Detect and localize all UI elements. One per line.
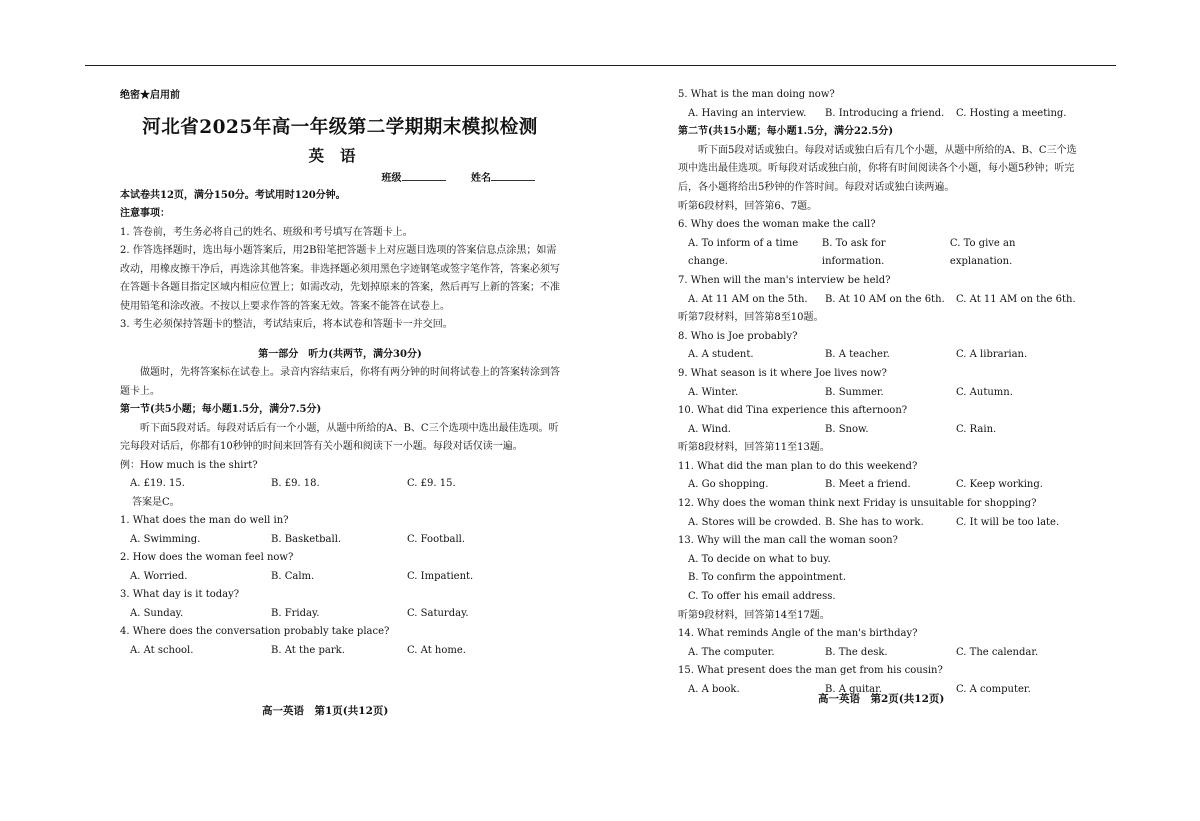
- notes-title: 注意事项：: [120, 208, 170, 219]
- question: 7. When will the man's interview be held?: [678, 274, 891, 286]
- option: A. Swimming.: [130, 533, 201, 545]
- question: 9. What season is it where Joe lives now?: [678, 367, 887, 379]
- page-1: [120, 86, 560, 660]
- example-question: 例：How much is the shirt?: [120, 459, 258, 471]
- question: 6. Why does the woman make the call?: [678, 219, 876, 231]
- option: C. At home.: [407, 644, 466, 656]
- top-rule: [85, 65, 1116, 66]
- option: B. Introducing a friend.: [825, 107, 945, 119]
- material-heading: 听第7段材料，回答第8至10题。: [678, 312, 824, 324]
- question: 14. What reminds Angle of the man's birthday?: [678, 628, 918, 640]
- option: C. To offer his email address.: [688, 591, 836, 603]
- option: C. The calendar.: [956, 646, 1039, 658]
- option: C. Football.: [407, 533, 466, 545]
- option: B. Snow.: [825, 423, 869, 435]
- exam-title: 河北省2025年高一年级第二学期期末模拟检测: [142, 116, 538, 138]
- option: B. Summer.: [825, 386, 884, 398]
- note-item: 1. 答卷前，考生务必将自己的姓名、班级和考号填写在答题卡上。: [120, 226, 413, 238]
- section1-title: 第一节(共5小题；每小题1.5分，满分7.5分): [120, 404, 322, 415]
- option: A. Sunday.: [130, 607, 184, 619]
- option: C. Rain.: [956, 423, 997, 435]
- exam-intro: 本试卷共12页，满分150分。考试用时120分钟。: [120, 189, 346, 201]
- option: B. The desk.: [825, 646, 888, 658]
- option: C. Keep working.: [956, 479, 1043, 491]
- option: B. A teacher.: [825, 349, 890, 361]
- example-options: [120, 475, 560, 494]
- options: [120, 605, 560, 624]
- options: [120, 568, 560, 587]
- option: A. Stores will be crowded.: [688, 516, 822, 528]
- question: 4. Where does the conversation probably take place?: [120, 626, 390, 637]
- option: A. Winter.: [688, 386, 739, 398]
- question: 15. What present does the man get from his cousin?: [678, 665, 943, 677]
- options: [678, 235, 1078, 272]
- option: C. Impatient.: [407, 570, 474, 582]
- option: C. A librarian.: [956, 349, 1028, 361]
- option: A. At 11 AM on the 5th.: [688, 293, 808, 305]
- option: C. Saturday.: [407, 607, 469, 619]
- confidential-label: 绝密★启用前: [120, 90, 180, 101]
- option: C. Autumn.: [956, 386, 1013, 398]
- option: A. The computer.: [688, 646, 775, 658]
- option: B. A guitar.: [825, 684, 882, 695]
- question: 5. What is the man doing now?: [678, 89, 835, 100]
- option: A. Having an interview.: [688, 107, 807, 119]
- material-heading: 听第8段材料，回答第11至13题。: [678, 442, 830, 454]
- option: A. £19. 15.: [130, 478, 185, 489]
- options: [120, 531, 560, 550]
- option: B. £9. 18.: [271, 478, 320, 489]
- options: [120, 642, 560, 661]
- question: 12. Why does the woman think next Friday is unsuitable for shopping?: [678, 498, 1037, 510]
- option: A. Worried.: [130, 570, 188, 582]
- options: [678, 105, 1078, 124]
- option: A. To decide on what to buy.: [688, 553, 831, 565]
- class-blank: [402, 170, 446, 181]
- option: B. Friday.: [271, 607, 320, 619]
- option: A. A book.: [688, 684, 740, 695]
- material-heading: 听第9段材料，回答第14至17题。: [678, 609, 830, 621]
- option: B. Calm.: [271, 570, 315, 582]
- options: [678, 476, 1078, 495]
- material-heading: 听第6段材料，回答第6、7题。: [678, 200, 818, 212]
- section2-title: 第二节(共15小题；每小题1.5分，满分22.5分): [678, 126, 894, 138]
- question: 2. How does the woman feel now?: [120, 552, 294, 563]
- option: A. To inform of a time change.: [688, 237, 799, 268]
- option: B. At 10 AM on the 6th.: [825, 293, 945, 305]
- question: 10. What did Tina experience this afternoon?: [678, 405, 908, 417]
- options: [678, 291, 1078, 310]
- question: 11. What did the man plan to do this weekend?: [678, 460, 918, 472]
- option: C. To give an explanation.: [949, 237, 1016, 268]
- options: [678, 644, 1078, 663]
- option: B. To confirm the appointment.: [688, 572, 847, 584]
- name-label: 姓名: [471, 172, 491, 184]
- option: B. At the park.: [271, 644, 345, 656]
- option: A. Go shopping.: [688, 479, 769, 491]
- question: 3. What day is it today?: [120, 589, 240, 600]
- options: [678, 346, 1078, 365]
- part1-intro: 做题时，先将答案标在试卷上。录音内容结束后，你将有两分钟的时间将试卷上的答案转涂到答题卡上。: [120, 367, 560, 397]
- option: B. Basketball.: [271, 533, 342, 545]
- options: [678, 384, 1078, 403]
- options: [678, 421, 1078, 440]
- option: C. At 11 AM on the 6th.: [956, 293, 1076, 305]
- option: A. At school.: [130, 644, 194, 656]
- name-blank: [491, 170, 535, 181]
- options: [678, 514, 1078, 533]
- note-item: 3. 考生必须保持答题卡的整洁，考试结束后，将本试卷和答题卡一并交回。: [120, 319, 453, 330]
- page-2-footer: 高一英语 第2页(共12页): [818, 693, 945, 705]
- section1-intro: 听下面5段对话。每段对话后有一个小题，从题中所给的A、B、C三个选项中选出最佳选项。听完每段对话后，你都有10秒钟的时间来回答有关小题和阅读下一小题。每段对话仅读一遍。: [120, 422, 559, 452]
- option: C. A computer.: [956, 684, 1031, 695]
- question: 13. Why will the man call the woman soon?: [678, 535, 898, 547]
- part1-title: 第一部分 听力(共两节，满分30分): [258, 348, 422, 360]
- exam-subject: 英语: [308, 145, 372, 165]
- class-label: 班级: [381, 172, 402, 184]
- class-name-row: [120, 170, 560, 187]
- option: A. Wind.: [688, 423, 731, 435]
- page-2: [678, 86, 1078, 700]
- option: B. She has to work.: [825, 516, 924, 528]
- page-1-footer: 高一英语 第1页(共12页): [262, 705, 389, 717]
- section2-intro: 听下面5段对话或独白。每段对话或独白后有几个小题，从题中所给的A、B、C三个选项中选出最佳选项。听每段对话或独白前，你将有时间阅读各个小题，每小题5秒钟；听完后，各小题将给出5秒钟的作答时间。每段对话或独白读两遍。: [678, 144, 1077, 193]
- question: 8. Who is Joe probably?: [678, 330, 798, 342]
- option: A. A student.: [688, 349, 754, 361]
- option: C. £9. 15.: [407, 478, 456, 489]
- option: C. Hosting a meeting.: [956, 107, 1067, 119]
- option: B. Meet a friend.: [825, 479, 911, 491]
- note-item: 2. 作答选择题时，选出每小题答案后，用2B铅笔把答题卡上对应题目选项的答案信息点涂黑；如需改动，用橡皮擦干净后，再选涂其他答案。非选择题必须用黑色字迹钢笔或签字笔作答，答案必须写在答题卡各题目指定区域内相应位置上；如需改动，先划掉原来的答案，然后再写上新的答案；不准使用铅笔和涂改液。不按以上要求作答的答案无效。答案不能答在试卷上。: [120, 245, 560, 312]
- option: B. To ask for information.: [821, 237, 886, 268]
- example-answer: 答案是C。: [132, 496, 180, 508]
- option: C. It will be too late.: [956, 516, 1060, 528]
- question: 1. What does the man do well in?: [120, 515, 289, 526]
